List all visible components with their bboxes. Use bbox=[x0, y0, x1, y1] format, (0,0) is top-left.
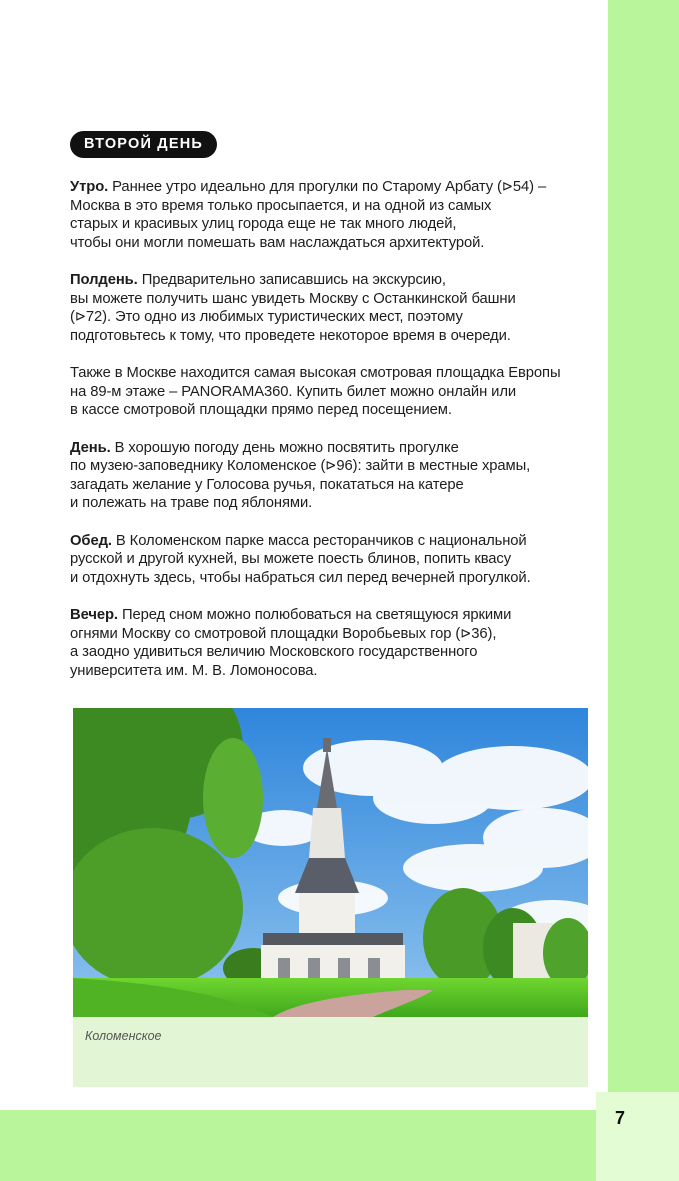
text-line: В Коломенском парке масса ресторанчиков с национальной bbox=[115, 532, 527, 549]
text-line: русской и другой кухней, вы можете поесть блинов, попить квасу bbox=[70, 551, 512, 567]
text-line: подготовьтесь к тому, что проведете некоторое время в очереди. bbox=[70, 327, 511, 344]
section-tag: ВТОРОЙ ДЕНЬ bbox=[70, 131, 217, 158]
photo-caption: Коломенское bbox=[85, 1029, 162, 1043]
text-line: чтобы они могли помешать вам наслаждаться архитектурой. bbox=[70, 234, 485, 251]
text-line: по музею-заповеднику Коломенское (⊳96): зайти в местные храмы, bbox=[70, 458, 531, 474]
paragraph-day bbox=[70, 439, 595, 513]
paragraph-morning bbox=[70, 178, 595, 252]
kolomenskoye-photo bbox=[73, 708, 588, 1017]
text-line: старых и красивых улиц города еще не так много людей, bbox=[70, 216, 457, 232]
text-line: огнями Москву со смотровой площадки Воробьевых гор (⊳36), bbox=[70, 625, 497, 642]
text-line: на 89-м этаже – PANORAMA360. Купить билет можно онлайн или bbox=[70, 383, 517, 400]
text-line: и полежать на траве под яблонями. bbox=[70, 495, 313, 511]
paragraph-label: День. bbox=[70, 439, 111, 456]
photo-caption-box bbox=[73, 1017, 588, 1087]
text-line: загадать желание у Голосова ручья, покататься на катере bbox=[70, 476, 464, 493]
side-accent-strip bbox=[608, 0, 679, 1181]
text-line: и отдохнуть здесь, чтобы набраться сил перед вечерней прогулкой. bbox=[70, 569, 531, 586]
paragraph-panorama bbox=[70, 364, 595, 420]
bottom-accent-strip bbox=[0, 1110, 608, 1181]
text-line: вы можете получить шанс увидеть Москву с Останкинской башни bbox=[70, 290, 516, 307]
text-line: Москва в это время только просыпается, и на одной из самых bbox=[70, 197, 492, 214]
paragraph-label: Полдень. bbox=[70, 272, 138, 288]
text-line: Раннее утро идеально для прогулки по Старому Арбату (⊳54) – bbox=[112, 179, 547, 195]
paragraph-evening bbox=[70, 606, 595, 680]
text-line: в кассе смотровой площадки прямо перед посещением. bbox=[70, 402, 452, 418]
paragraph-noon bbox=[70, 271, 595, 345]
paragraph-lunch bbox=[70, 532, 595, 588]
church-landscape-image bbox=[73, 708, 588, 1017]
text-line: Перед сном можно полюбоваться на светящуюся яркими bbox=[121, 607, 512, 623]
itinerary-text bbox=[70, 178, 595, 699]
text-line: а заодно удивиться величию Московского государственного bbox=[70, 644, 478, 660]
text-line: университета им. М. В. Ломоносова. bbox=[70, 662, 318, 679]
page-number: 7 bbox=[614, 1108, 625, 1128]
text-line: Также в Москве находится самая высокая смотровая площадка Европы bbox=[70, 365, 561, 381]
paragraph-label: Вечер. bbox=[70, 607, 118, 623]
text-line: Предварительно записавшись на экскурсию, bbox=[141, 272, 446, 288]
text-line: (⊳72). Это одно из любимых туристических мест, поэтому bbox=[70, 309, 463, 325]
paragraph-label: Обед. bbox=[70, 532, 112, 549]
text-line: В хорошую погоду день можно посвятить прогулке bbox=[114, 439, 459, 456]
paragraph-label: Утро. bbox=[70, 179, 109, 195]
page-number-box bbox=[596, 1092, 679, 1181]
